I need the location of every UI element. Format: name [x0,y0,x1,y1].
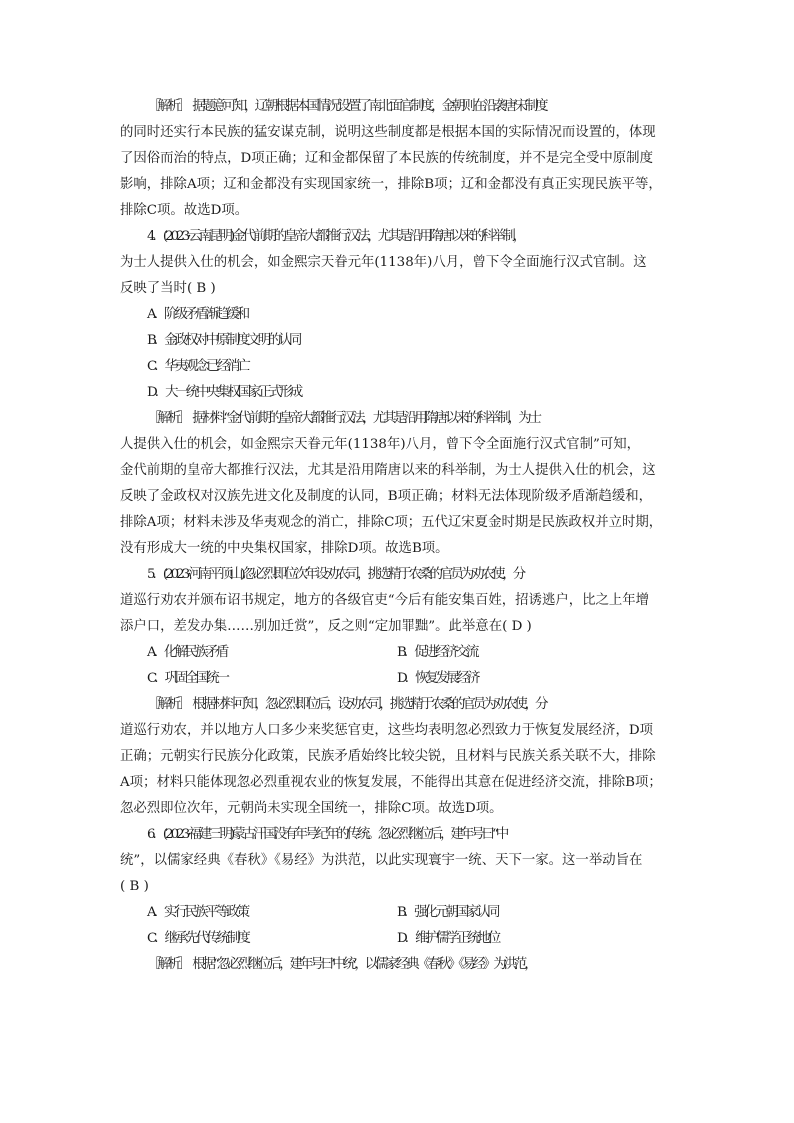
option-d: D．维护儒学正统地位 [397,931,499,946]
question-stem-line: 统”，以儒家经典《春秋》《易经》为洪范，以此实现寰宇一统、天下一家。这一举动旨在 [120,853,643,868]
analysis-line: 没有形成大一统的中央集权国家，排除D项。故选B项。 [120,541,449,556]
option-a: A．实行民族平等政策 [147,905,248,920]
question-stem-line: 4．(2023·云南昆明)金代前期的皇帝大都推行汉法，尤其是沿用隋唐以来的科举制， [147,229,524,244]
option-c: C．继承先代传统制度 [147,931,248,946]
option-b: B．金政权对中原制度文明的认同 [147,333,300,348]
analysis-line: 反映了金政权对汉族先进文化及制度的认同，B项正确；材料无法体现阶级矛盾渐趋缓和， [120,489,653,504]
text-line: 了因俗而治的特点，D项正确；辽和金都保留了本民族的传统制度，并不是完全受中原制度 [120,151,653,166]
analysis-line: 正确；元朝实行民族分化政策，民族矛盾始终比较尖锐，且材料与民族关系关联不大，排除 [120,749,656,764]
analysis-line: 道巡行劝农，并以地方人口多少来奖惩官吏，这些均表明忽必烈致力于恢复发展经济，D项 [120,723,653,738]
option-b: B．强化元朝国家认同 [397,905,498,920]
question-stem-line: 6．(2023·福建三明)蒙古汗国没有年号纪年的传统。忽必烈继位后，建年号曰“中 [147,827,507,842]
text-line: 影响，排除A项；辽和金都没有实现国家统一，排除B项；辽和金都没有真正实现民族平等， [120,177,662,192]
option-c: C．华夷观念已经消亡 [147,359,248,374]
analysis-line: ［解析］ 根据“忽必烈继位后，建年号曰‘中统’，以儒家经典《春秋》《易经》为洪范， [147,957,535,972]
question-stem-line: ( B ) [120,879,149,894]
text-line: ［解析］ 据题意可知，辽朝根据本国情况设置了南北面官制度，金朝则在沿袭唐宋制度 [147,99,546,114]
question-stem-line: 道巡行劝农并颁布诏书规定，地方的各级官吏“今后有能安集百姓，招诱逃户，比之上年增 [120,593,650,608]
question-stem-line: 5．(2023·河南平顶山)忽必烈即位次年设劝农司，挑选精于农桑的官员为劝农使，分 [147,567,524,582]
option-a: A．化解民族矛盾 [147,645,227,660]
question-stem-line: 为士人提供入仕的机会，如金熙宗天眷元年(1138年)八月，曾下令全面施行汉式官制。这 [120,255,647,270]
text-line: 排除C项。故选D项。 [120,203,249,218]
analysis-line: 忽必烈即位次年，元朝尚未实现全国统一，排除C项。故选D项。 [120,801,503,816]
question-stem-line: 添户口，差发办集……别加迁赏”，反之则“定加罪黜”。此举意在( D ) [120,619,532,634]
option-d: D．大一统中央集权国家正式形成 [147,385,301,400]
option-c: C．巩固全国统一 [147,671,227,686]
option-b: B．促进经济交流 [397,645,477,660]
analysis-line: 人提供入仕的机会，如金熙宗天眷元年(1138年)八月，曾下令全面施行汉式官制”可知， [120,437,641,452]
analysis-line: ［解析］ 据材料“金代前期的皇帝大都推行汉法，尤其是沿用隋唐以来的科举制，为士 [147,411,539,426]
option-a: A．阶级矛盾渐趋缓和 [147,307,248,322]
analysis-line: A项；材料只能体现忽必烈重视农业的恢复发展，不能得出其意在促进经济交流，排除B项； [120,775,662,790]
analysis-line: 金代前期的皇帝大都推行汉法，尤其是沿用隋唐以来的科举制，为士人提供入仕的机会，这 [120,463,656,478]
text-line: 的同时还实行本民族的猛安谋克制，说明这些制度都是根据本国的实际情况而设置的，体现 [120,125,656,140]
analysis-line: 排除A项；材料未涉及华夷观念的消亡，排除C项；五代辽宋夏金时期是民族政权并立时期， [120,515,663,530]
question-stem-line: 反映了当时( B ) [120,281,216,296]
option-d: D．恢复发展经济 [397,671,478,686]
analysis-line: ［解析］ 根据材料可知，忽必烈即位后，设劝农司，挑选精于农桑的官员为劝农使，分 [147,697,546,712]
